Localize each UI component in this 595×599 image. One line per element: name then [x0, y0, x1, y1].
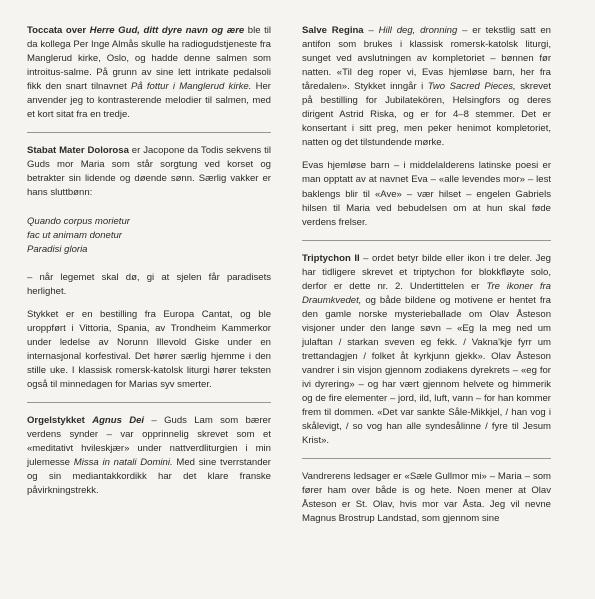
toccata-text-end: Her anvender jeg to kontrasterende melodier til salmen, med et kort sitat fra en tredje.	[27, 81, 271, 121]
poem-line: fac ut animam donetur	[27, 229, 122, 241]
right-column	[302, 24, 551, 527]
stabat-translation: – når legemet skal dø, gi at sjelen får paradisets herlighet.	[27, 271, 271, 297]
orgel-text-end: Med sine tverrstander og sin mediantakkordikk har det klare franske påvirkningstrekk.	[27, 457, 271, 497]
left-column	[27, 24, 271, 498]
latin-poem	[27, 215, 271, 257]
section-divider	[27, 132, 271, 133]
salve-title: Salve Regina	[302, 25, 364, 36]
section-divider	[302, 240, 551, 241]
section-divider	[302, 458, 551, 459]
toccata-text: ble til da kollega Per Inge Almås skulle ha radiogudstjeneste fra Manglerud kirke, Oslo, og hadde denne salmen som introitus-salme. På grunn av sine lett intrikate pedalsoli fikk den snart tilnavnet	[27, 25, 271, 93]
toccata-paragraph	[27, 24, 271, 122]
triptychon-subtitle: Tre ikoner fra Draumkvedet,	[302, 280, 551, 306]
triptychon-title: Triptychon II	[302, 252, 360, 264]
poem-line: Quando corpus morietur	[27, 215, 130, 227]
stabat-text: er Jacopone da Todis sekvens til Guds mor Maria som står sorgtung ved korset og betrakter sin lidende og døende sønn. Særlig vakker er hans sluttbønn:	[27, 145, 271, 199]
toccata-nickname: På fottur i Manglerud kirke.	[130, 81, 252, 93]
stabat-commission-paragraph: Stykket er en bestilling fra Europa Cantat, og ble uroppført i Vittoria, Spania, av Trondheim Kammerkor under ledelse av Norunn Illevold Giske under en internasjonal korfestival. Det hører særlig hjemme i den stille uke. I klassisk romersk-katolsk liturgi hører teksten også til minnedagen for Marias syv smerter.	[27, 308, 271, 390]
triptychon-text: – ordet betyr bilde eller ikon i tre deler. Jeg har tidligere skrevet et triptychon for blokkfløyte solo, derfor er dette nr. 2. Undertittelen er	[302, 252, 551, 292]
toccata-title: Toccata over	[27, 25, 90, 36]
orgel-title: Orgelstykket	[27, 414, 93, 426]
evas-paragraph: Evas hjemløse barn – i middelalderens latinske poesi er man opptatt av at navnet Eva – «alle levendes mor» – lest baklengs blir til «Ave» – vær hilset – engelen Gabriels hilsen til Maria ved bebudelsen om at hun skal føde verdens frelser.	[302, 160, 551, 228]
agnus-dei-title: Agnus Dei	[92, 414, 145, 426]
triptychon-text-end: og både bildene og motivene er hentet fra den gamle norske mysterieballade om Olav Åsteson visjoner under den lange søvn – «Eg la meg ned um julaftan / starkan sv‌even eg fekk. / Vakna'kje fyrr um trettandagjen / folket åt kyrkjunn gjekk». Olav Åsteson vandrer i sin visjon gjennom zodiakens dyrekrets – «eg for ivi dyrering» – og har vært gjennom helvete og himmerik og de fire elementer – jord, ild, luft, vann – for han kommer frem til dommen. «Det var sankte Såle-Mikkjel, / han vog i skålevigt, / so vog han alle syndesålinne / fyre til Jesum Krist».	[302, 294, 551, 447]
salve-paragraph: Salve Regina – Hill deg, dronning – er tekstlig satt en antifon som brukes i klassisk romersk-katolsk liturgi, sunget ved avslutningen av kompletoriet – bønnen før natten. «Til deg roper vi, Evas hjemløse barn, her fra tåredalen». Stykket inngår i Two Sacred Pieces, skrevet på bestilling for Jubilatekören, Helsingfors og deres dirigent Astrid Riska, og er for 4–8 stemmer. Det er konsertant i sitt preg, men peker henimot kompletoriet, natten og det tilstundende mørke.	[302, 25, 551, 149]
two-sacred-pieces-title: Two Sacred Pieces,	[427, 81, 516, 93]
orgel-text: – Guds Lam som bærer verdens synder – var opprinnelig skrevet som et «meditativt hvileskjær» under nattverdliturgien i min julemesse	[27, 414, 271, 469]
stabat-title: Stabat Mater Dolorosa	[27, 145, 129, 157]
triptychon-paragraph	[302, 252, 551, 449]
salve-text: – er tekstlig satt en antifon som brukes i klassisk romersk-katolsk liturgi, sunget ved avslutningen av kompletoriet – bønnen før natten. «Til deg roper vi, Evas hjemløse barn, her fra tåredalen». Stykket inngår i	[302, 25, 551, 93]
orgel-paragraph	[27, 414, 271, 498]
vandrer-paragraph: Vandrerens ledsager er «Sæle Gullmor mi» – Maria – som fører ham over både is og hete. Noen mener at Olav Åsteson er St. Olav, hvis mor var Åsta. Jeg vil nevne Magnus Brostrup Landstad, som gjennom sine	[302, 471, 551, 525]
section-divider	[27, 402, 271, 403]
stabat-paragraph	[27, 144, 271, 200]
missa-title: Missa in natali Domini.	[73, 457, 173, 469]
salve-text-end: skrevet på bestilling for Jubilatekören, Helsingfors og deres dirigent Astrid Riska, og er for 4–8 stemmer. Det er konsertant i sitt preg, men peker henimot kompletoriet, natten og det tilstundende mørke.	[302, 81, 551, 149]
salve-subtitle: Hill deg, dronning	[378, 25, 458, 36]
toccata-hymn-title: Herre Gud, ditt dyre navn og ære	[89, 25, 245, 36]
poem-line: Paradisi gloria	[27, 243, 88, 255]
